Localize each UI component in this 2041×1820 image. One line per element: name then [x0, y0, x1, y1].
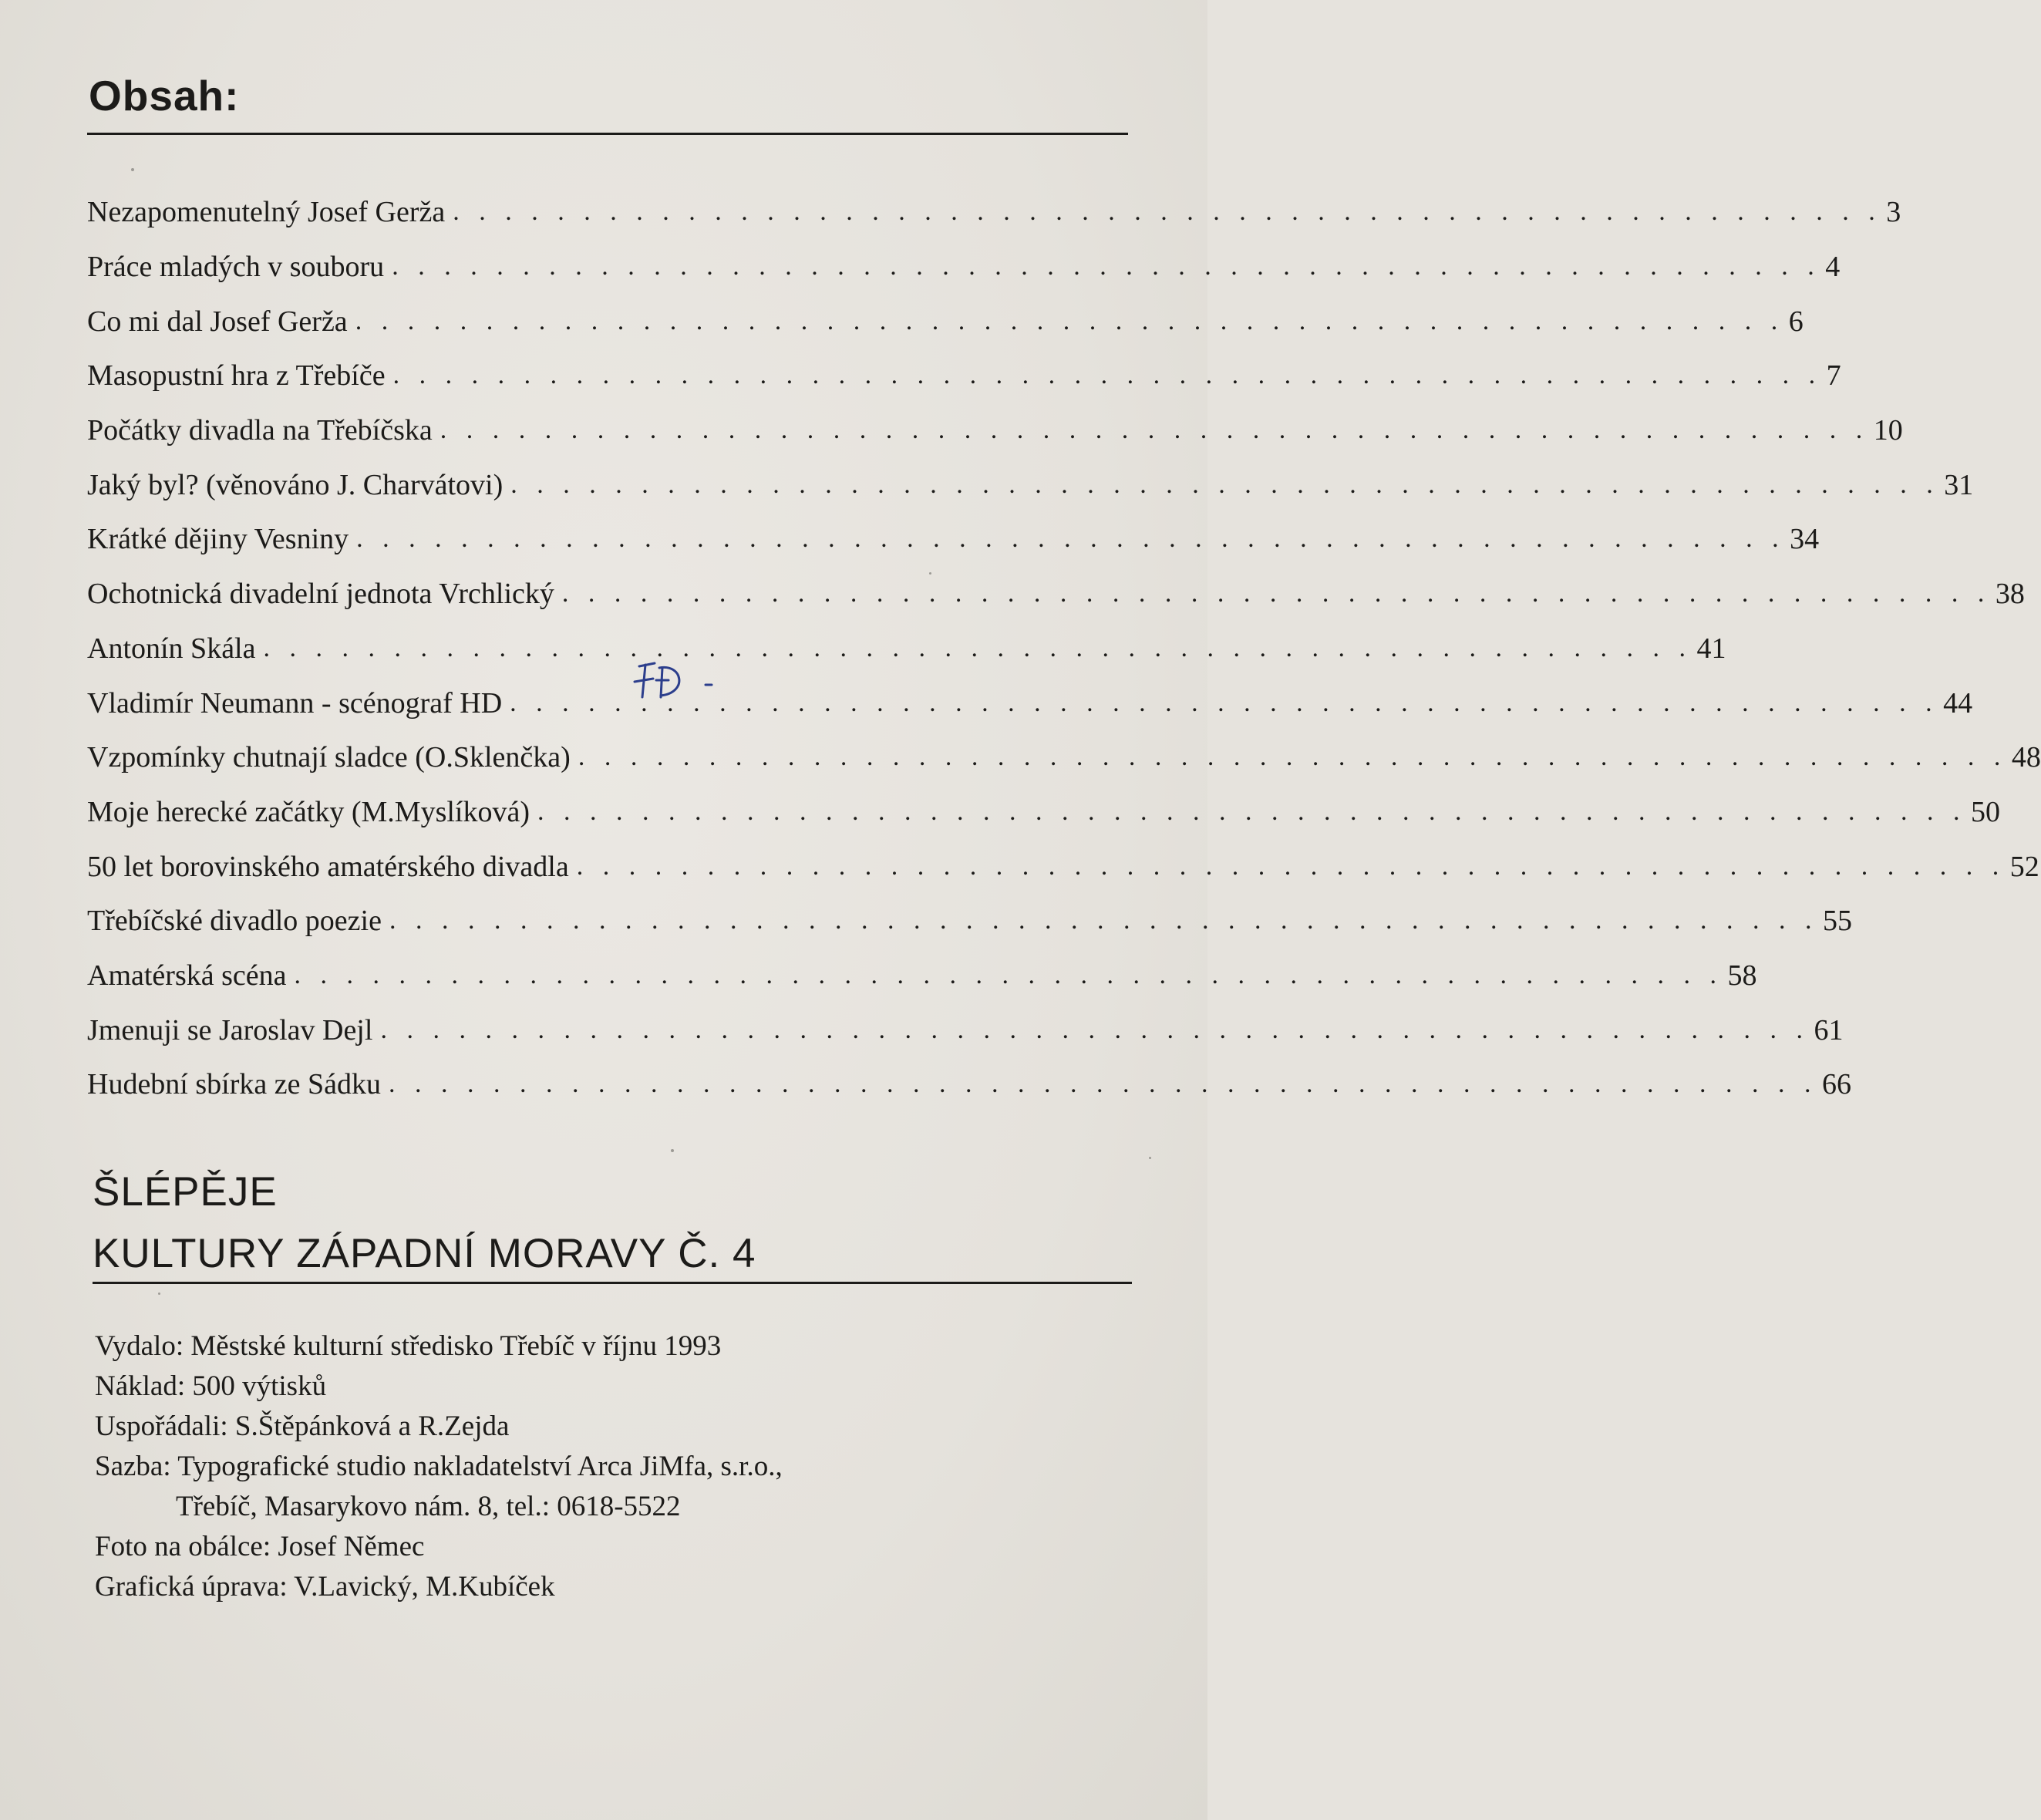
toc-entry-title: Krátké dějiny Vesniny	[87, 523, 349, 556]
paper-speck	[158, 1293, 160, 1295]
toc-entry-page: 48	[2011, 741, 2041, 774]
toc-entry-page: 34	[1790, 523, 1820, 556]
toc-entry	[87, 512, 1820, 567]
toc-dot-leader: . . . . . . . . . . . . . . . . . . . . . . . . . . . . . . . . . . . . . . . . . . . . . . . . . . . . . . .	[389, 906, 1818, 935]
toc-entry-title: Třebíčské divadlo poezie	[87, 905, 382, 938]
toc-entry-page: 4	[1825, 251, 1841, 284]
toc-entry-page: 38	[1995, 578, 2025, 611]
imprint-graphic-design: Grafická úprava: V.Lavický, M.Kubíček	[95, 1571, 555, 1603]
toc-dot-leader: . . . . . . . . . . . . . . . . . . . . . . . . . . . . . . . . . . . . . . . . . . . . . . . . . . . . . . .	[537, 797, 1967, 826]
toc-entry	[87, 730, 2041, 785]
toc-entry-page: 44	[1943, 686, 1973, 720]
toc-entry-title: Jmenuji se Jaroslav Dejl	[87, 1013, 373, 1046]
toc-entry-page: 50	[1971, 795, 2001, 828]
toc-dot-leader: . . . . . . . . . . . . . . . . . . . . . . . . . . . . . . . . . . . . . . . . . . . . . . . . . . . . . . .	[294, 960, 1723, 989]
toc-entry	[87, 185, 1901, 240]
imprint-publisher: Vydalo: Městské kulturní středisko Třebíč v říjnu 1993	[95, 1330, 722, 1362]
toc-entry-title: Počátky divadla na Třebíčska	[87, 414, 433, 447]
toc-dot-leader: . . . . . . . . . . . . . . . . . . . . . . . . . . . . . . . . . . . . . . . . . . . . . . . . . . . . . . .	[510, 688, 1939, 717]
toc-entry	[87, 567, 2025, 622]
toc-entry-title: Hudební sbírka ze Sádku	[87, 1068, 381, 1101]
toc-entry-title: Vzpomínky chutnají sladce (O.Sklenčka)	[87, 741, 571, 774]
toc-dot-leader: . . . . . . . . . . . . . . . . . . . . . . . . . . . . . . . . . . . . . . . . . . . . . . . . . . . . . . .	[392, 361, 1822, 390]
toc-entry-title: Nezapomenutelný Josef Gerža	[87, 196, 446, 229]
toc-dot-leader: . . . . . . . . . . . . . . . . . . . . . . . . . . . . . . . . . . . . . . . . . . . . . . . . . . . . . . .	[578, 743, 2007, 772]
toc-entry	[87, 1003, 1844, 1057]
publication-title-line1: ŠLÉPĚJE	[93, 1169, 278, 1215]
toc-entry-page: 10	[1873, 414, 1903, 447]
imprint-typesetting: Sazba: Typografické studio nakladatelství Arca JiMfa, s.r.o.,	[95, 1451, 783, 1482]
toc-entry-page: 61	[1814, 1013, 1844, 1046]
toc-entry	[87, 894, 1852, 949]
toc-dot-leader: . . . . . . . . . . . . . . . . . . . . . . . . . . . . . . . . . . . . . . . . . . . . . . . . . . . . . . .	[392, 252, 1821, 281]
publication-title-line2: KULTURY ZÁPADNÍ MORAVY Č. 4	[93, 1231, 756, 1276]
toc-entry	[87, 294, 1804, 349]
toc-entry-title: Ochotnická divadelní jednota Vrchlický	[87, 578, 554, 611]
toc-entry-title: Práce mladých v souboru	[87, 251, 385, 284]
paper-speck	[1149, 1157, 1151, 1159]
toc-dot-leader: . . . . . . . . . . . . . . . . . . . . . . . . . . . . . . . . . . . . . . . . . . . . . . . . . . . . . . .	[576, 851, 2006, 881]
toc-entry-title: 50 let borovinského amatérského divadla	[87, 850, 569, 883]
toc-dot-leader: . . . . . . . . . . . . . . . . . . . . . . . . . . . . . . . . . . . . . . . . . . . . . . . . . . . . . . .	[453, 197, 1882, 227]
toc-entry-page: 66	[1821, 1068, 1851, 1101]
toc-entry	[87, 622, 1726, 676]
toc-entry-page: 58	[1727, 959, 1757, 992]
toc-entry	[87, 785, 2001, 840]
toc-entry	[87, 949, 1757, 1003]
toc-entry-page: 52	[2009, 850, 2039, 883]
table-of-contents	[87, 185, 2041, 1112]
toc-dot-leader: . . . . . . . . . . . . . . . . . . . . . . . . . . . . . . . . . . . . . . . . . . . . . . . . . . . . . . .	[561, 579, 1991, 608]
toc-entry-title: Moje herecké začátky (M.Myslíková)	[87, 795, 530, 828]
toc-entry	[87, 676, 1973, 730]
toc-entry-title: Vladimír Neumann - scénograf HD	[87, 686, 503, 720]
toc-dot-leader: . . . . . . . . . . . . . . . . . . . . . . . . . . . . . . . . . . . . . . . . . . . . . . . . . . . . . . .	[388, 1070, 1817, 1099]
toc-entry-title: Amatérská scéna	[87, 959, 287, 992]
contents-heading: Obsah:	[89, 72, 240, 120]
toc-entry	[87, 839, 2039, 894]
toc-entry-title: Antonín Skála	[87, 632, 256, 665]
toc-entry-page: 31	[1944, 468, 1974, 501]
toc-entry	[87, 1057, 1851, 1112]
toc-entry	[87, 240, 1841, 295]
handwritten-note	[628, 657, 729, 711]
paper-speck	[671, 1149, 674, 1152]
toc-dot-leader: . . . . . . . . . . . . . . . . . . . . . . . . . . . . . . . . . . . . . . . . . . . . . . . . . . . . . . .	[356, 524, 1786, 554]
imprint-cover-photo: Foto na obálce: Josef Němec	[95, 1531, 425, 1562]
toc-dot-leader: . . . . . . . . . . . . . . . . . . . . . . . . . . . . . . . . . . . . . . . . . . . . . . . . . . . . . . .	[510, 470, 1940, 499]
toc-dot-leader: . . . . . . . . . . . . . . . . . . . . . . . . . . . . . . . . . . . . . . . . . . . . . . . . . . . . . . .	[263, 633, 1692, 662]
imprint-block	[95, 1326, 783, 1607]
toc-entry	[87, 349, 1841, 403]
toc-entry	[87, 457, 1974, 512]
toc-entry-title: Jaký byl? (věnováno J. Charvátovi)	[87, 468, 504, 501]
toc-entry-page: 3	[1886, 196, 1901, 229]
toc-dot-leader: . . . . . . . . . . . . . . . . . . . . . . . . . . . . . . . . . . . . . . . . . . . . . . . . . . . . . . .	[355, 306, 1784, 335]
paper-speck	[131, 168, 134, 171]
toc-entry-page: 55	[1822, 905, 1852, 938]
toc-entry-page: 7	[1826, 359, 1841, 393]
title-rule	[93, 1282, 1132, 1284]
imprint-print-run: Náklad: 500 výtisků	[95, 1370, 327, 1402]
toc-entry-page: 6	[1788, 305, 1804, 338]
imprint-typesetting-address: Třebíč, Masarykovo nám. 8, tel.: 0618-5522	[176, 1491, 681, 1522]
toc-dot-leader: . . . . . . . . . . . . . . . . . . . . . . . . . . . . . . . . . . . . . . . . . . . . . . . . . . . . . . .	[440, 416, 1869, 445]
toc-dot-leader: . . . . . . . . . . . . . . . . . . . . . . . . . . . . . . . . . . . . . . . . . . . . . . . . . . . . . . .	[380, 1015, 1810, 1044]
imprint-editors: Uspořádali: S.Štěpánková a R.Zejda	[95, 1410, 510, 1442]
toc-entry	[87, 403, 1903, 458]
heading-rule	[87, 133, 1128, 135]
toc-entry-title: Masopustní hra z Třebíče	[87, 359, 386, 393]
toc-entry-page: 41	[1696, 632, 1726, 665]
toc-entry-title: Co mi dal Josef Gerža	[87, 305, 348, 338]
paper-speck	[929, 572, 931, 575]
